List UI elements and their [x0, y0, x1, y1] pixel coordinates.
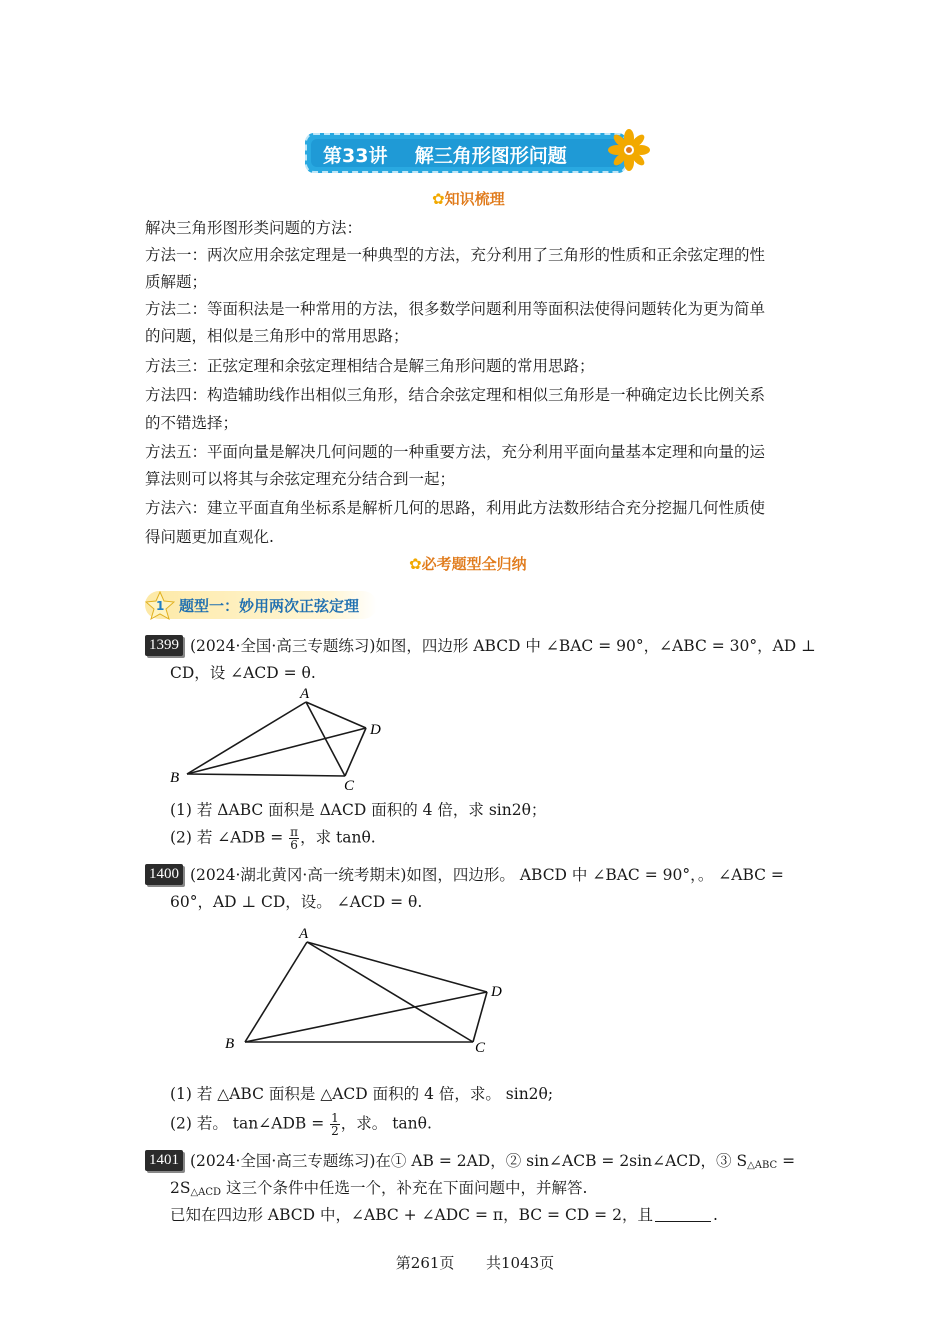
figure-1400 — [215, 922, 515, 1058]
problem-text: CD，设 ∠ACD = θ. — [170, 664, 316, 682]
method-line: 的不错选择； — [145, 414, 239, 432]
type-label — [145, 591, 377, 619]
fraction: $\frac{1}{2}$ — [331, 1111, 339, 1138]
problem-number-badge: 1400 — [145, 864, 183, 885]
fraction: $\frac{\pi}{6}$ — [290, 825, 299, 852]
answer-blank — [655, 1207, 711, 1222]
method-line: 方法四：构造辅助线作出相似三角形，结合余弦定理和相似三角形是一种确定边长比例关系 — [145, 386, 766, 404]
method-line: 算法则可以将其与余弦定理充分结合到一起； — [145, 470, 456, 488]
lecture-number: 第33讲 — [323, 145, 388, 167]
problem-text: (2024·全国·高三专题练习)在① AB = 2AD，② sin∠ACB = 2sin∠ACD，③ $S_{\triangle ABC}$ = — [190, 1152, 796, 1171]
vertex-label-d: D — [491, 984, 502, 1000]
method-line: 方法六：建立平面直角坐标系是解析几何的思路，利用此方法数形结合充分挖掘几何性质使 — [145, 499, 766, 517]
title-banner — [305, 133, 627, 173]
intro-text: 解决三角形图形类问题的方法： — [145, 219, 363, 237]
figure-1399 — [160, 684, 400, 796]
question-2: (2) 若 ∠ADB = $\frac{\pi}{6}$ ，求 tanθ. — [170, 825, 376, 852]
vertex-label-b: B — [170, 770, 180, 786]
problem-number-badge: 1401 — [145, 1150, 183, 1171]
problem-number-badge: 1399 — [145, 635, 183, 656]
method-line: 质解题； — [145, 273, 208, 291]
method-line: 得问题更加直观化. — [145, 528, 274, 546]
method-line: 的问题，相似是三角形中的常用思路； — [145, 327, 409, 345]
question-1: (1) 若 ΔABC 面积是 ΔACD 面积的 4 倍，求 sin2θ； — [170, 801, 547, 819]
vertex-label-c: C — [344, 778, 355, 794]
vertex-label-c: C — [475, 1040, 486, 1056]
vertex-label-a: A — [299, 926, 309, 942]
method-line: 方法三：正弦定理和余弦定理相结合是解三角形问题的常用思路； — [145, 357, 595, 375]
flower-icon — [608, 128, 650, 172]
vertex-label-b: B — [225, 1036, 235, 1052]
small-flower-icon: ✿ — [432, 190, 445, 208]
section-heading-types: ✿必考题型全归纳 — [409, 555, 527, 573]
method-line: 方法五：平面向量是解决几何问题的一种重要方法，充分利用平面向量基本定理和向量的运 — [145, 443, 766, 461]
question-2: (2) 若。 tan∠ADB = $\frac{1}{2}$ ，求。 tanθ. — [170, 1111, 432, 1138]
page-footer — [0, 1252, 950, 1273]
lecture-title: 解三角形图形问题 — [414, 145, 567, 167]
problem-text: (2024·全国·高三专题练习)如图，四边形 ABCD 中 ∠BAC = 90°，∠ABC = 30°，AD ⊥ — [190, 637, 816, 655]
problem-text: 60°，AD ⊥ CD，设。 ∠ACD = θ. — [170, 893, 423, 911]
vertex-label-d: D — [370, 722, 381, 738]
type-number: 1 — [156, 599, 165, 613]
method-line: 方法二：等面积法是一种常用的方法，很多数学问题利用等面积法使得问题转化为更为简单 — [145, 300, 766, 318]
type-title: 题型一：妙用两次正弦定理 — [179, 597, 360, 615]
problem-text: (2024·湖北黄冈·高一统考期末)如图，四边形。 ABCD 中 ∠BAC = 90°，。 ∠ABC = — [190, 866, 784, 884]
page-number: 第261页 — [395, 1254, 455, 1272]
method-line: 方法一：两次应用余弦定理是一种典型的方法，充分利用了三角形的性质和正余弦定理的性 — [145, 246, 766, 264]
problem-text: $2S_{\triangle ACD}$ 这三个条件中任选一个，补充在下面问题中，并解答. — [170, 1179, 588, 1198]
section-heading-knowledge: ✿知识梳理 — [432, 190, 505, 208]
vertex-label-a: A — [300, 686, 310, 702]
problem-text: 已知在四边形 ABCD 中，∠ABC + ∠ADC = π，BC = CD = 2，且 . — [170, 1206, 718, 1224]
question-1: (1) 若 △ABC 面积是 △ACD 面积的 4 倍，求。 sin2θ; — [170, 1085, 554, 1103]
small-flower-icon: ✿ — [409, 555, 422, 573]
page-total: 共1043页 — [486, 1254, 555, 1272]
